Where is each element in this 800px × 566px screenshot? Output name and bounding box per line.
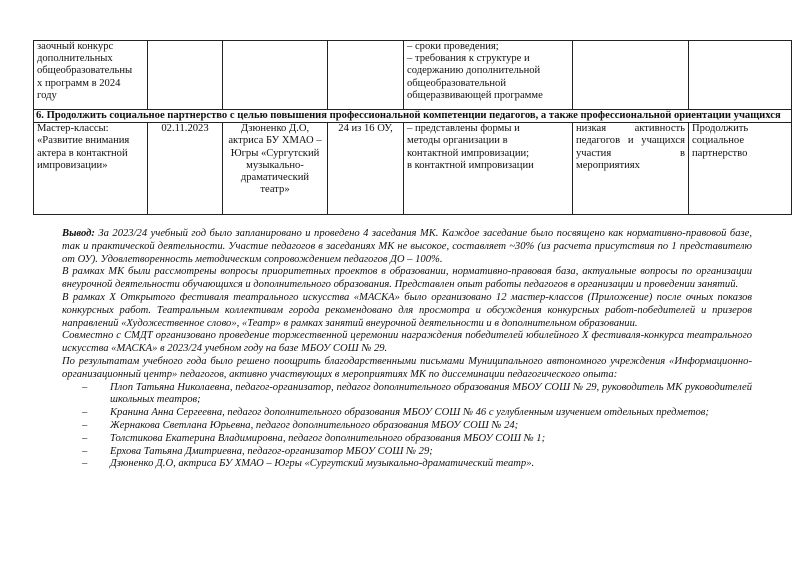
cell-text: году (37, 89, 57, 101)
problems-cell (573, 41, 689, 110)
participants-cell (328, 41, 404, 110)
paragraph-text: За 2023/24 учебный год было запланировано и проведено 4 заседания МК. Каждое заседание было посвящено как нормативно-правовой базе, так и практической деятельности. Участие педагогов в заседаниях МК не высокое, составляет ~30% (из расчета присутствия по 1 представителю от ОУ). Удовлетворенность методическим сопровождением педагогов ДО – 100%. (62, 228, 752, 265)
date-cell: 02.11.2023 (148, 123, 223, 215)
cell-text: в контактной импровизации (407, 159, 534, 171)
list-item-text: Ерхова Татьяна Дмитриевна, педагог-организатор МБОУ СОШ № 29; (110, 445, 433, 457)
dash-bullet-icon: – (82, 407, 88, 419)
conclusion-block (62, 228, 752, 471)
list-item (62, 407, 752, 420)
results-cell (404, 123, 573, 215)
awardees-list (62, 382, 752, 472)
dash-bullet-icon: – (82, 432, 88, 444)
list-item (62, 420, 752, 433)
cell-text: заочный конкурс (37, 41, 114, 52)
date-cell (148, 41, 223, 110)
conclusion-label: Вывод: (62, 228, 95, 239)
dash-bullet-icon: – (82, 458, 88, 470)
list-item (62, 446, 752, 459)
table-row (34, 41, 792, 110)
cell-text: содержанию дополнительной (407, 65, 541, 77)
proposals-cell: Продолжить социальное партнерство (689, 123, 792, 215)
cell-text: дополнительных (37, 53, 113, 65)
cell-text: контактной импровизации; (407, 147, 530, 159)
list-item-text: Толстикова Екатерина Владимировна, педагог дополнительного образования МБОУ СОШ № 1; (110, 432, 546, 444)
cell-text: х программ в 2024 (37, 77, 121, 89)
activity-table (33, 40, 792, 215)
list-item-text: Жернакова Светлана Юрьевна, педагог дополнительного образования МБОУ СОШ № 24; (110, 419, 519, 431)
presenter-cell: Дзюненко Д.О, актриса БУ ХМАО – Югры «Сургутский музыкально-драматический театр» (223, 123, 328, 215)
conclusion-paragraph: В рамках X Открытого фестиваля театрального искусства «МАСКА» было организовано 12 мастер-классов (Приложение) после очных показов конкурсных работ. Театральным коллективам города рекомендовано для просмотра и обсуждения конкурсных работ-победителей и призеров направлений «Художественное слово», «Театр» в рамках занятий внеурочной деятельности и в дополнительном образовании. (62, 291, 752, 329)
conclusion-paragraph (62, 228, 752, 266)
cell-text: – сроки проведения; (407, 41, 499, 52)
list-item-text: Плоп Татьяна Николаевна, педагог-организатор, педагог дополнительного образования МБОУ СОШ № 29, руководитель МК руководителей школьных театров; (110, 381, 752, 406)
dash-bullet-icon: – (82, 381, 88, 393)
proposals-cell (689, 41, 792, 110)
results-cell (404, 41, 573, 110)
cell-text: общеобразовательной (407, 77, 507, 89)
conclusion-paragraph: В рамках МК были рассмотрены вопросы приоритетных проектов в образовании, нормативно-правовая база, актуальные вопросы по организации внеурочной деятельности обучающихся и дополнительного образования. Представлен опыт работы педагогов в организации и проведении занятий. (62, 266, 752, 291)
cell-text: – требования к структуре и (407, 53, 530, 65)
cell-text: – представлены формы и (407, 123, 520, 135)
section-6-heading: 6. Продолжить социальное партнерство с целью повышения профессиональной компетенции педагогов, а также профессиональной ориентации учащихся (34, 110, 792, 123)
conclusion-paragraph: Совместно с СМДТ организовано проведение торжественной церемонии награждения победителей юбилейного X фестиваля-конкурса театрального искусства «МАСКА» в 2023/24 учебном году на базе МБОУ СОШ № 29. (62, 330, 752, 355)
dash-bullet-icon: – (82, 445, 88, 457)
cell-text: общеобразовательны (37, 65, 133, 77)
event-cell (34, 41, 148, 110)
list-item (62, 382, 752, 408)
cell-text: общеразвивающей программе (407, 89, 543, 101)
problems-cell: низкая активность педагогов и учащихся участия в мероприятиях (573, 123, 689, 215)
dash-bullet-icon: – (82, 419, 88, 431)
presenter-cell (223, 41, 328, 110)
table-row (34, 123, 792, 215)
conclusion-paragraph: По результатам учебного года было решено поощрить благодарственными письмами Муниципального автономного учреждения «Информационно-организационный центр» педагогов, активно участвующих в мероприятиях МК по диссеминации педагогического опыта: (62, 355, 752, 380)
section-row (34, 110, 792, 123)
list-item-text: Кранина Анна Сергеевна, педагог дополнительного образования МБОУ СОШ № 46 с углубленным изучением отдельных предметов; (110, 407, 709, 419)
event-cell: Мастер-классы: «Развитие внимания актера в контактной импровизации» (34, 123, 148, 215)
list-item (62, 433, 752, 446)
list-item (62, 458, 752, 471)
cell-text: методы организации в (407, 135, 508, 147)
list-item-text: Дзюненко Д.О, актриса БУ ХМАО – Югры «Сургутский музыкально-драматический театр». (110, 458, 535, 470)
participants-cell: 24 из 16 ОУ, (328, 123, 404, 215)
